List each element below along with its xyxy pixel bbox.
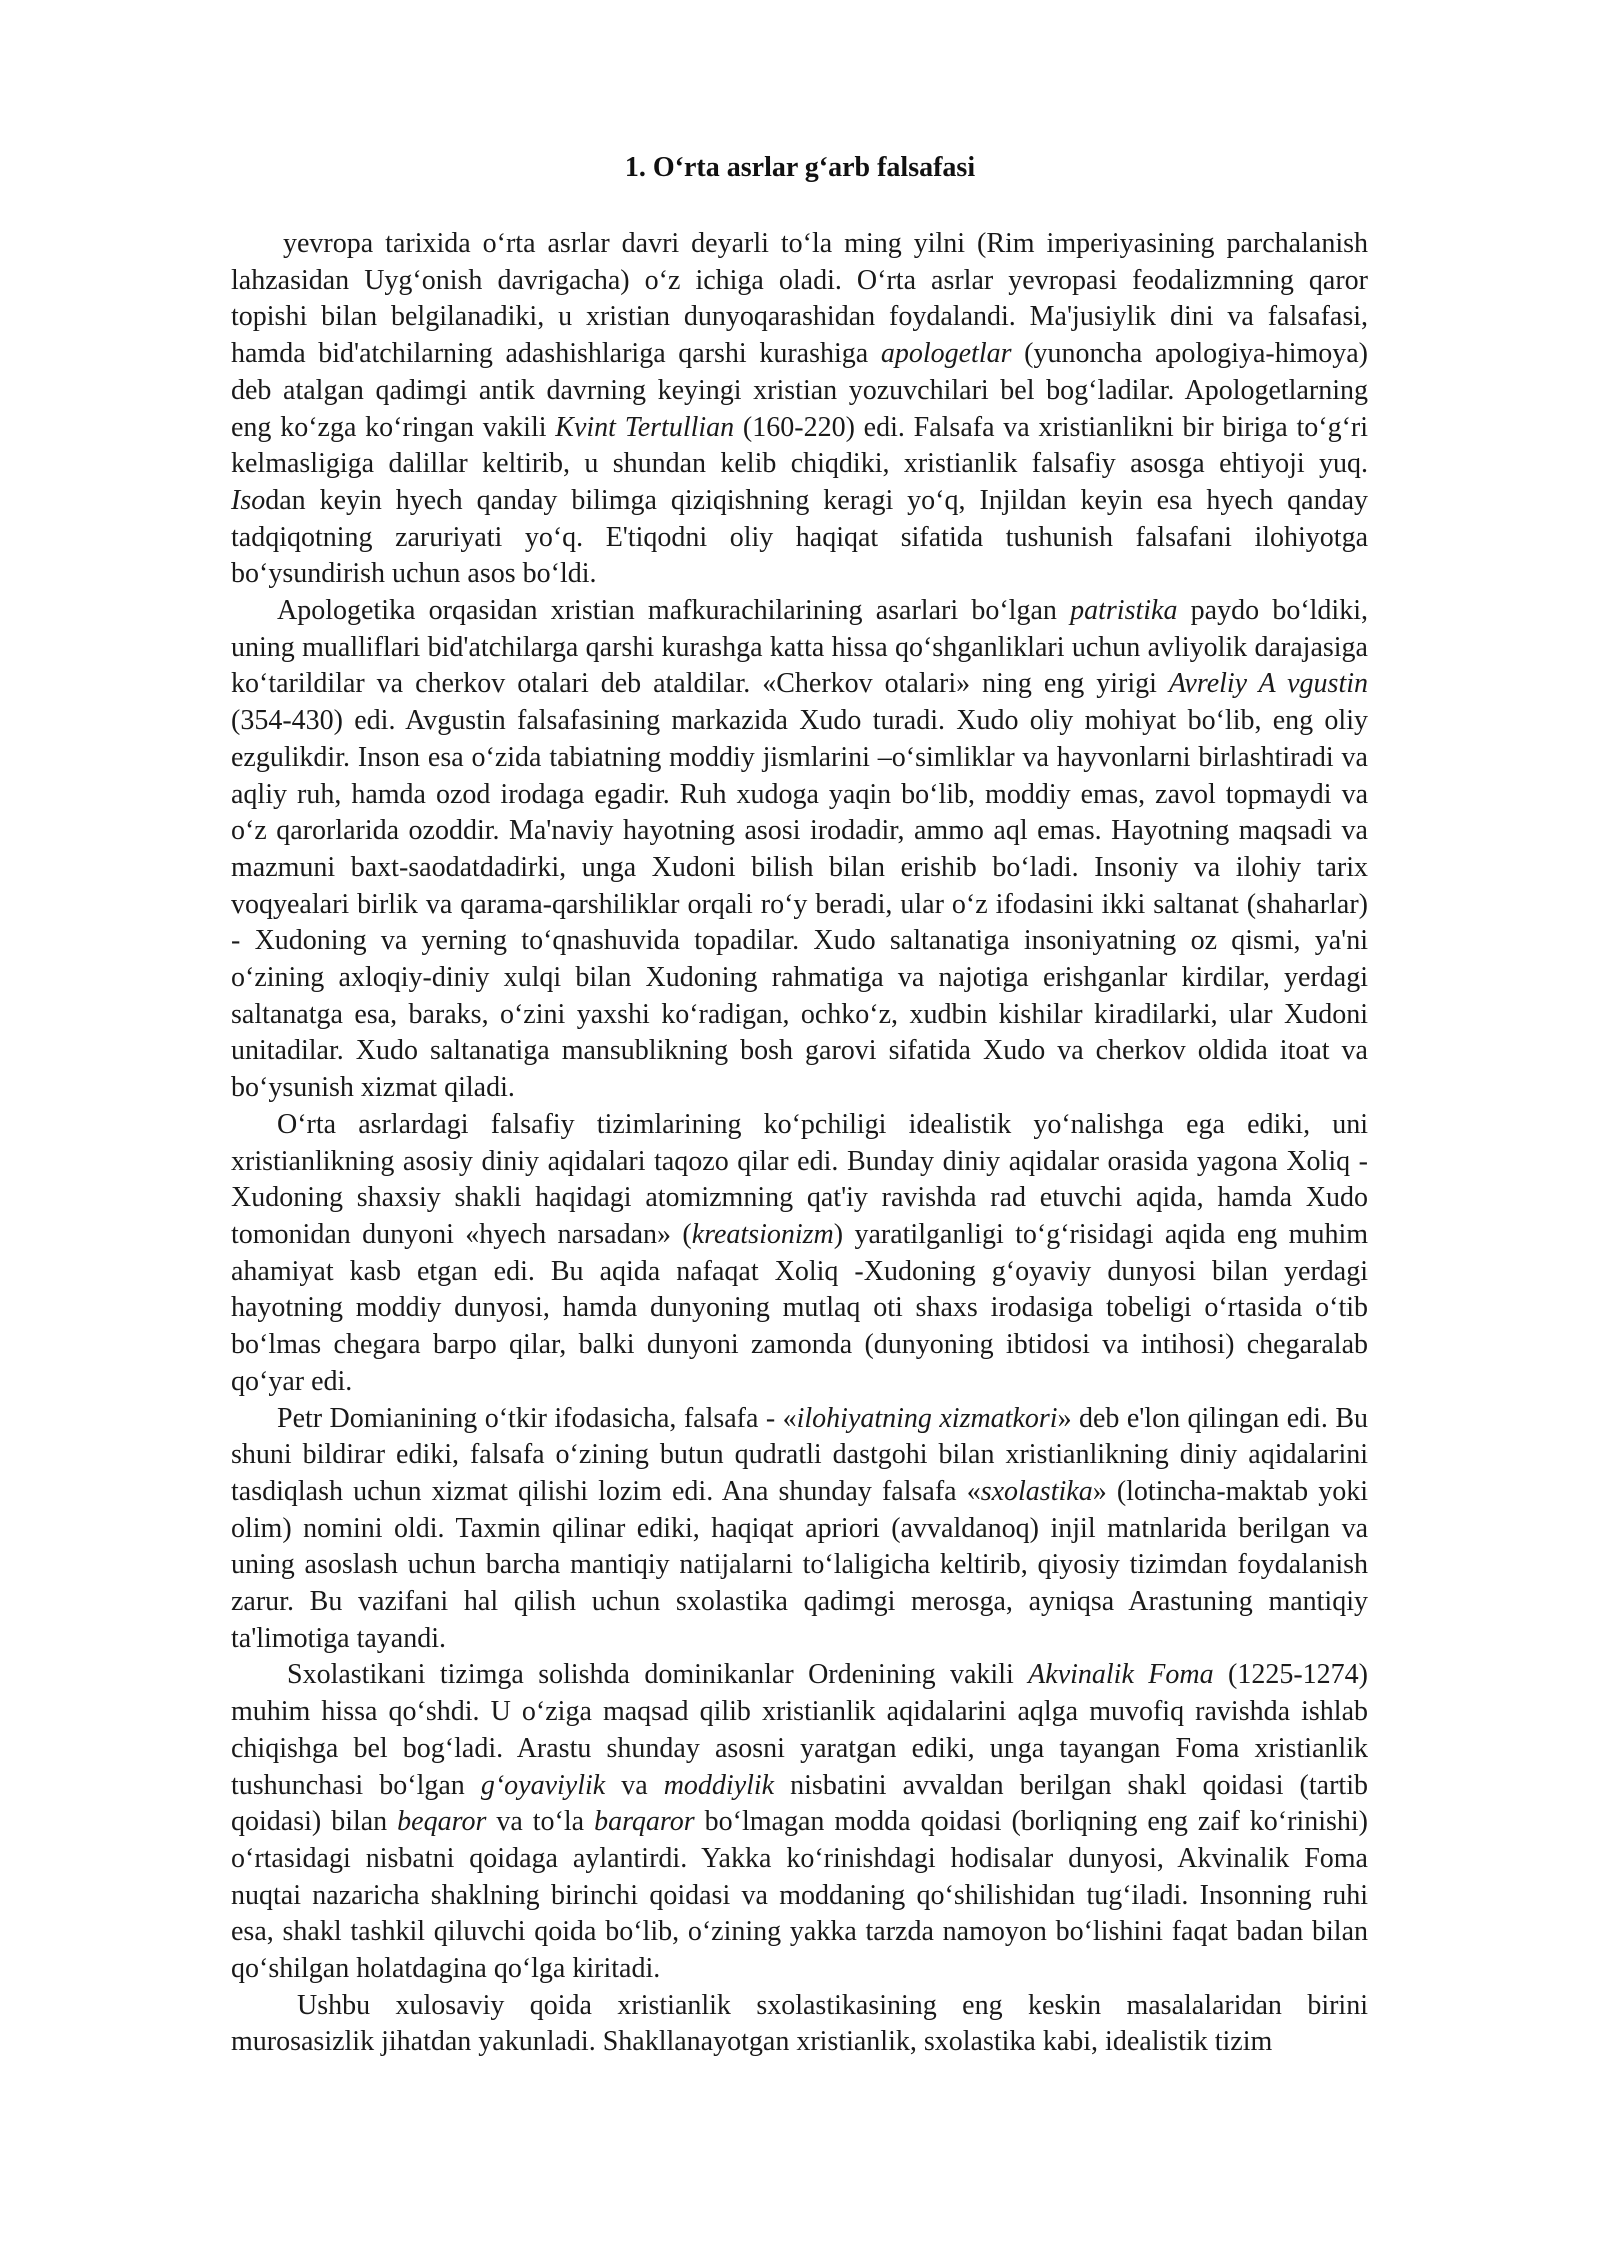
- text-run: » (lotincha-maktab yoki olim) nomini oldi. Taxmin qilinar ediki, haqiqat apriori (avvaldanoq) injil matnlarida berilgan va uning asoslash uchun barcha mantiqiy natijalarni to‘laligicha keltirib, qiyosiy tizimdan foydalanish zarur. Bu vazifani hal qilish uchun sxolastika qadimgi merosga, ayniqsa Arastuning mantiqiy ta'limotiga tayandi.: [231, 1475, 1368, 1654]
- text-run: » deb e'lon qilingan edi. Bu shuni bildirar ediki, falsafa o‘zining butun qudratli dastgohi bilan xristianlikning diniy aqidalarini tasdiqlash uchun xizmat qilishi lozim edi. Ana shunday falsafa «: [231, 1402, 1368, 1507]
- paragraph-2: [231, 593, 1368, 1107]
- italic-text-run: apologetlar: [880, 338, 1012, 370]
- paragraph-4: [231, 1401, 1368, 1658]
- italic-text-run: kreatsionizm: [691, 1218, 834, 1250]
- text-run: (yunoncha apologiya-himoya) deb atalgan qadimgi antik davrning keyingi xristian yozuvchilari bel bog‘ladilar. Apologetlarning eng ko‘zga ko‘ringan vakili: [231, 338, 1369, 443]
- italic-text-run: ilohiyatning xizmatkori: [796, 1402, 1058, 1434]
- italic-text-run: beqaror: [397, 1806, 487, 1838]
- text-run: Sxolastikani tizimga solishda dominikanlar Ordenining vakili: [287, 1659, 1029, 1691]
- text-run: ) yaratilganligi to‘g‘risidagi aqida eng muhim ahamiyat kasb etgan edi. Bu aqida nafaqat Xoliq -Xudoning g‘oyaviy dunyosi bilan yerdagi hayotning moddiy dunyosi, hamda dunyoning mutlaq oti shaxs irodasiga tobeligi o‘rtasida o‘tib bo‘lmas chegara barpo qilar, balki dunyoni zamonda (dunyoning ibtidosi va intihosi) chegaralab qo‘yar edi.: [231, 1218, 1369, 1397]
- paragraph-3: [231, 1107, 1368, 1401]
- text-run: O‘rta asrlardagi falsafiy tizimlarining ko‘pchiligi idealistik yo‘nalishga ega ediki, uni xristianlikning asosiy diniy aqidalari taqozo qilar edi. Bunday diniy aqidalar orasida yagona Xoliq - Xudoning shaxsiy shakli haqidagi atomizmning qat'iy ravishda rad etuvchi aqida, hamda Xudo tomonidan dunyoni «hyech narsadan» (: [231, 1108, 1368, 1250]
- text-run: Apologetika orqasidan xristian mafkurachilarining asarlari bo‘lgan: [277, 595, 1071, 627]
- italic-text-run: g‘oyaviylik: [480, 1769, 606, 1801]
- paragraph-5: [231, 1657, 1368, 1987]
- italic-text-run: Akvinalik Foma: [1028, 1659, 1214, 1691]
- text-run: va: [605, 1769, 664, 1801]
- text-run: va to‘la: [486, 1806, 595, 1838]
- document-title: 1. O‘rta asrlar g‘arb falsafasi: [624, 152, 976, 183]
- italic-text-run: moddiylik: [663, 1769, 775, 1801]
- text-run: Petr Domianining o‘tkir ifodasicha, falsafa - «: [277, 1402, 797, 1434]
- text-run: Ushbu xulosaviy qoida xristianlik sxolastikasining eng keskin masalalaridan birini murosasizlik jihatdan yakunladi. Shakllanayotgan xristianlik, sxolastika kabi, idealistik tizim: [231, 1989, 1368, 2058]
- text-run: (354-430) edi. Avgustin falsafasining markazida Xudo turadi. Xudo oliy mohiyat bo‘lib, eng oliy ezgulikdir. Inson esa o‘zida tabiatning moddiy jismlarini –o‘simliklar va hayvonlarni birlashtiradi va aqliy ruh, hamda ozod irodaga egadir. Ruh xudoga yaqin bo‘lib, moddiy emas, zavol topmaydi va o‘z qarorlarida ozoddir. Ma'naviy hayotning asosi irodadir, ammo aql emas. Hayotning maqsadi va mazmuni baxt-saodatdadirki, unga Xudoni bilish bilan erishib bo‘ladi. Insoniy va ilohiy tarix voqyealari birlik va qarama-qarshiliklar orqali ro‘y beradi, ular o‘z ifodasini ikki saltanat (shaharlar) - Xudoning va yerning to‘qnashuvida topadilar. Xudo saltanatiga insoniyatning oz qismi, ya'ni o‘zining axloqiy-diniy xulqi bilan Xudoning rahmatiga va najotiga erishganlar kirdilar, yerdagi saltanatga esa, baraks, o‘zini yaxshi ko‘radigan, ochko‘z, xudbin kishilar kiradilarki, ular Xudoni unitadilar. Xudo saltanatiga mansublikning bosh garovi sifatida Xudo va cherkov oldida itoat va bo‘ysunish xizmat qiladi.: [231, 705, 1368, 1104]
- paragraph-1: [231, 226, 1368, 593]
- text-run: dan keyin hyech qanday bilimga qiziqishning keragi yo‘q, Injildan keyin esa hyech qanday tadqiqotning zaruriyati yo‘q. E'tiqodni oliy haqiqat sifatida tushunish falsafani ilohiyotga bo‘ysundirish uchun asos bo‘ldi.: [231, 484, 1368, 590]
- italic-text-run: patristika: [1070, 595, 1178, 627]
- italic-text-run: Kvint Tertullian: [555, 411, 735, 443]
- text-run: bo‘lmagan modda qoidasi (borliqning eng zaif ko‘rinishi) o‘rtasidagi nisbatni qoidaga aylantirdi. Yakka ko‘rinishdagi hodisalar dunyosi, Akvinalik Foma nuqtai nazaricha shaklning birinchi qoidasi va moddaning qo‘shilishidan tug‘iladi. Insonning ruhi esa, shakl tashkil qiluvchi qoida bo‘lib, o‘zining yakka tarzda namoyon bo‘lishini faqat badan bilan qo‘shilgan holatdagina qo‘lga kiritadi.: [231, 1806, 1368, 1985]
- text-run: (160-220) edi. Falsafa va xristianlikni bir biriga to‘g‘ri kelmasligiga dalillar keltirib, u shundan kelib chiqdiki, xristianlik falsafiy asosga ehtiyoji yuq.: [231, 411, 1369, 480]
- document-body: [231, 226, 1368, 2061]
- italic-text-run: Avreliy A vgustin: [1168, 668, 1368, 700]
- text-run: paydo bo‘ldiki, uning mualliflari bid'atchilarga qarshi kurashga katta hissa qo‘shganliklari uchun avliyolik darajasiga ko‘tarildilar va cherkov otalari deb ataldilar. «Cherkov otalari» ning eng yirigi: [231, 595, 1368, 700]
- text-run: nisbatini avvaldan berilgan shakl qoidasi (tartib qoidasi) bilan: [231, 1769, 1368, 1838]
- text-run: yevropa tarixida o‘rta asrlar davri deyarli to‘la ming yilni (Rim imperiyasining parchalanish lahzasidan Uyg‘onish davrigacha) o‘z ichiga oladi. O‘rta asrlar yevropasi feodalizmning qaror topishi bilan belgilanadiki, u xristian dunyoqarashidan foydalandi. Ma'jusiylik dini va falsafasi, hamda bid'atchilarning adashishlariga qarshi kurashiga: [231, 228, 1368, 370]
- paragraph-6: [231, 1988, 1368, 2061]
- italic-text-run: barqaror: [594, 1806, 695, 1838]
- italic-text-run: Iso: [231, 484, 266, 516]
- italic-text-run: sxolastika: [980, 1475, 1093, 1507]
- text-run: (1225-1274) muhim hissa qo‘shdi. U o‘ziga maqsad qilib xristianlik aqidalarini aqlga muvofiq ravishda ishlab chiqishga bel bog‘ladi. Arastu shunday asosni yaratgan ediki, unga tayangan Foma xristianlik tushunchasi bo‘lgan: [231, 1659, 1368, 1801]
